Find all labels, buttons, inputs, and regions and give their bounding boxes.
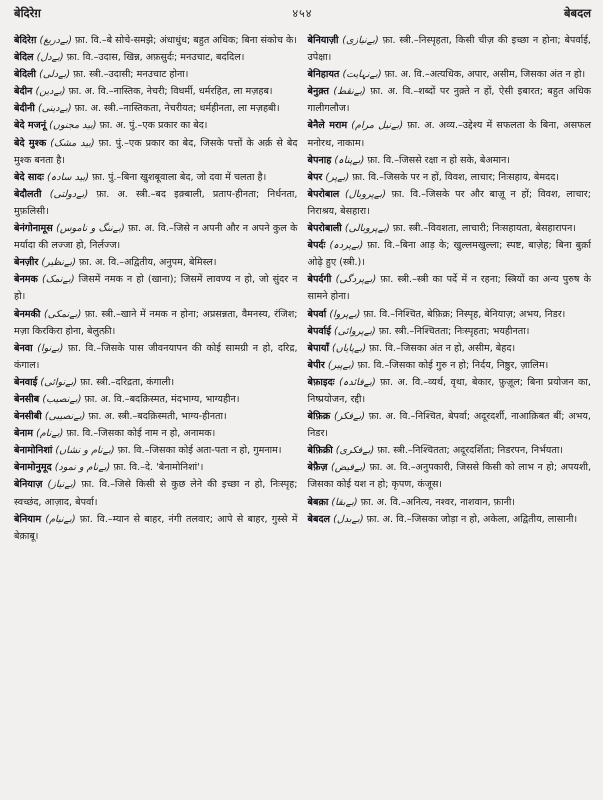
entry-headword: बेनियाज़ — [14, 479, 43, 491]
entry-headword: बेपायाँ — [307, 342, 329, 354]
dictionary-entry — [14, 442, 298, 459]
entry-headword: बेनिहायत — [307, 69, 340, 81]
entry-definition: फ़ा. वि.–जिससे रक्षा न हो सके, बेअमान। — [367, 154, 510, 166]
entry-urdu-spelling: (بےنظیر) — [41, 257, 76, 269]
entry-headword: बेनुक़्त — [307, 86, 329, 98]
entry-definition: फ़ा. अ. वि.–अनुपकारी, जिससे किसी को लाभ न हो; अपयशी, जिसका कोई यश न हो; कृपण, कंजूस। — [307, 462, 591, 491]
dictionary-entry — [308, 494, 592, 511]
entry-definition: फ़ा. अ. वि.–जिसका जोड़ा न हो, अकेला, अद्वितीय, लासानी। — [366, 513, 578, 525]
entry-urdu-spelling: (بےنام و نمود) — [54, 462, 111, 474]
entry-headword: बेफ़ाइदः — [307, 376, 335, 388]
entry-definition: फ़ा. वि.–बिना आड़ के; खुल्लमखुल्ला; स्पष्ट, बाज़ेह; बिना बुर्क़ा ओढ़े हुए (स्त्री.)। — [307, 240, 591, 269]
entry-headword: बेबक़ा — [307, 496, 329, 508]
entry-urdu-spelling: (بےنمکی) — [44, 308, 82, 320]
dictionary-entry — [14, 100, 298, 117]
entry-urdu-spelling: (بےدین) — [35, 86, 66, 98]
entry-definition: फ़ा. अ. स्त्री.–नास्तिकता, नेचरीयत; धर्महीनता, ला मज़हबी। — [74, 103, 280, 115]
entry-definition: फ़ा. वि.–निश्चित, बेफ़िक्र; निस्पृह, बेनियाज़; अभय, निडर। — [363, 308, 566, 320]
page-header — [14, 6, 591, 28]
dictionary-entry — [308, 32, 592, 66]
entry-urdu-spelling: (بےنہایت) — [342, 69, 382, 81]
entry-definition: फ़ा. पुं.–बिना खुशबूवाला बेद, जो दवा में चलता है। — [92, 171, 267, 183]
dictionary-entry — [308, 186, 592, 220]
entry-headword: बेनियाज़ी — [307, 35, 339, 46]
entry-urdu-spelling: (بےدولتی) — [49, 188, 89, 200]
entry-definition: फ़ा. अ. वि.–अत्यधिक, अपार, असीम, जिसका अंत न हो। — [384, 69, 586, 81]
entry-urdu-spelling: (بےپروائی) — [334, 325, 376, 337]
dictionary-entry — [14, 186, 298, 220]
dictionary-entry — [308, 323, 592, 340]
entry-urdu-spelling: (بےپردہ) — [329, 240, 364, 252]
dictionary-entry — [14, 66, 298, 83]
entry-urdu-spelling: (بےنیاز) — [47, 479, 77, 491]
entry-definition: फ़ा. वि.–म्यान से बाहर, नंगी तलवार; आपे से बाहर, गुस्से में बेक़ाबू। — [14, 513, 298, 542]
entry-headword: बेदीन — [14, 86, 33, 98]
dictionary-entry — [14, 340, 298, 374]
entry-definition: फ़ा. अ. स्त्री.–बदक़िस्मती, भाग्य-हीनता। — [88, 411, 227, 423]
entry-headword: बेदिली — [14, 69, 37, 81]
entry-headword: बेदिरेग़ — [14, 35, 37, 46]
entry-headword: बेदे मुश्क — [14, 137, 47, 149]
entry-definition: फ़ा. वि.–बे सोचे-समझे; अंधाधुंध; बहुत अधिक; बिना संकोच के। — [75, 35, 298, 46]
entry-urdu-spelling: (بےپروبالی) — [344, 223, 390, 235]
entry-urdu-spelling: (بےنقط) — [333, 86, 366, 98]
entry-headword: बेनवा — [14, 342, 33, 354]
entry-urdu-spelling: (بےنیل مرام) — [351, 120, 404, 132]
entry-definition: फ़ा. अ. वि.–व्यर्थ, वृथा, बेकार, फ़ुज़ूल; बिना प्रयोजन का, निष्प्रयोजन, रद्दी। — [307, 376, 591, 405]
entry-headword: बेदीनी — [14, 103, 35, 115]
entry-headword: बेनसीब — [14, 393, 40, 405]
dictionary-entry — [308, 340, 592, 357]
entry-headword: बेपरोबाल — [307, 188, 340, 200]
entry-urdu-spelling: (بےنیام) — [45, 513, 76, 525]
entry-headword: बेबदल — [307, 513, 331, 525]
entry-urdu-spelling: (بےپروا) — [329, 308, 361, 320]
entry-headword: बेदे सादः — [14, 171, 44, 183]
entry-urdu-spelling: (بےپردگی) — [335, 274, 377, 286]
entry-headword: बेपर — [307, 171, 323, 183]
dictionary-entry — [308, 117, 592, 151]
entry-definition: फ़ा. वि.–जिसके पर न हों, विवश, लाचार; निःसहाय, बेमदद। — [352, 171, 559, 183]
entry-definition: फ़ा. वि.–जिसका अंत न हो, असीम, बेहद। — [369, 342, 516, 354]
entry-headword: बेनज़ीर — [14, 257, 39, 269]
dictionary-entry — [308, 442, 592, 459]
entry-urdu-spelling: (بےنوا) — [37, 342, 64, 354]
entry-definition: फ़ा. स्त्री.–निस्पृहता, किसी चीज़ की इच्छा न होना; बेपर्वाई, उपेक्षा। — [307, 35, 591, 64]
entry-definition: फ़ा. अ. वि.–नास्तिक, नेचरी; विधर्मी, धर्मरहित, ला मज़हब। — [68, 86, 273, 98]
entry-definition: फ़ा. अ. वि.–बदक़िस्मत, मंदभाग्य, भाग्यहीन। — [84, 393, 240, 405]
entry-definition: फ़ा. वि.–जिसके पास जीवनयापन की कोई सामग्री न हो, दरिद्र, कंगाल। — [14, 342, 298, 371]
entry-definition: जिसमें नमक न हो (खाना); जिसमें लावण्य न हो, जो सुंदर न हो। — [14, 274, 298, 303]
entry-definition: फ़ा. स्त्री.–दरिद्रता, कंगाली। — [80, 376, 175, 388]
dictionary-entry — [14, 169, 298, 186]
dictionary-entry — [308, 152, 592, 169]
entry-definition: फ़ा. स्त्री.–उदासी; मनउचाट होना। — [73, 69, 189, 81]
entry-urdu-spelling: (بےفیض) — [331, 462, 367, 474]
dictionary-entry — [308, 459, 592, 493]
entry-urdu-spelling: (بےپایاں) — [332, 342, 367, 354]
entry-definition: फ़ा. वि.–दे. 'बेनामोनिशां'। — [113, 462, 204, 474]
entry-urdu-spelling: (بےفکر) — [334, 411, 365, 423]
entry-urdu-spelling: (بےدریغ) — [39, 35, 72, 46]
entry-urdu-spelling: (بےدلی) — [39, 69, 71, 81]
entry-urdu-spelling: (بےبدل) — [333, 513, 364, 525]
entry-headword: बेनामोनिशां — [14, 445, 53, 457]
entry-definition: फ़ा. पुं.–एक प्रकार का बेद, जिसके पत्तों के अर्क़ से बेद मुश्क बनता है। — [14, 137, 298, 166]
entry-definition: फ़ा. अ. वि.–जिसे न अपनी और न अपने कुल के मर्यादा की लज्जा हो, निर्लज्ज। — [14, 223, 298, 252]
dictionary-entry — [14, 408, 298, 425]
entry-definition: फ़ा. अ. वि.–शब्दों पर नुक़्ते न हों, ऐसी इबारत; बहुत अधिक गालीगलौज। — [307, 86, 591, 115]
entry-definition: फ़ा. स्त्री.–विवशता, लाचारी; निःसहायता, बेसहारापन। — [392, 223, 576, 235]
dictionary-entry — [14, 32, 298, 49]
dictionary-entry — [14, 271, 298, 305]
left-guide-word: बेदिरेग़ — [14, 6, 41, 20]
entry-headword: बेनवाई — [14, 376, 38, 388]
entry-headword: बेनाम — [14, 428, 34, 440]
entry-headword: बेदौलती — [14, 188, 42, 200]
dictionary-entry — [308, 511, 592, 528]
entry-headword: बेपीर — [307, 359, 325, 371]
entry-urdu-spelling: (بےپناہ) — [334, 154, 365, 166]
entry-headword: बेनसीबी — [14, 411, 42, 423]
entry-urdu-spelling: (بید مشک) — [50, 137, 95, 149]
dictionary-entry — [14, 459, 298, 476]
entry-headword: बेपर्वाई — [307, 325, 331, 337]
entry-headword: बेफ़िक्र — [307, 411, 331, 423]
dictionary-entry — [14, 254, 298, 271]
entry-definition: फ़ा. अ. वि.–अद्वितीय, अनुपम, बेमिस्ल। — [79, 257, 217, 269]
entry-headword: बेफ़ैज़ — [307, 462, 328, 474]
dictionary-entry — [308, 169, 592, 186]
entry-headword: बेनैले मराम — [307, 120, 348, 132]
entry-urdu-spelling: (بےدینی) — [37, 103, 72, 115]
entry-definition: फ़ा. अ. पुं.–एक प्रकार का बेद। — [99, 120, 208, 132]
dictionary-entry — [14, 135, 298, 169]
entry-definition: फ़ा. वि.–जिसके पर और बाज़ू न हों; विवश, लाचार; निराश्रय, बेसहारा। — [307, 188, 591, 217]
entry-urdu-spelling: (بےنصیبی) — [44, 411, 86, 423]
entry-definition: फ़ा. वि.–उदास, खिन्न, अफ़सुर्दः; मनउचाट, बददिल। — [66, 52, 245, 64]
entry-headword: बेदिल — [14, 52, 34, 64]
dictionary-entry — [14, 117, 298, 134]
right-guide-word: बेबदल — [563, 6, 591, 20]
dictionary-entry — [308, 374, 592, 408]
entry-headword: बेनमक — [14, 274, 38, 286]
entry-urdu-spelling: (بےنام) — [36, 428, 64, 440]
dictionary-entry — [308, 306, 592, 323]
dictionary-entry — [308, 220, 592, 237]
entry-headword: बेदे मजनूं — [14, 120, 47, 132]
dictionary-entry — [308, 271, 592, 305]
dictionary-entry — [308, 237, 592, 271]
entry-urdu-spelling: (بےبقا) — [331, 496, 358, 508]
entry-headword: बेपरोबाली — [307, 223, 342, 235]
dictionary-entry — [14, 49, 298, 66]
entry-urdu-spelling: (بےنام و نشاں) — [55, 445, 115, 457]
entry-headword: बेनंगोनामूस — [14, 223, 53, 235]
page-number: ४५४ — [292, 7, 313, 20]
dictionary-entry — [14, 425, 298, 442]
entry-definition: फ़ा. वि.–जिसका कोई अता-पता न हो, गुमनाम। — [117, 445, 282, 457]
entry-definition: फ़ा. अ. वि.–अनित्य, नश्वर, नाशवान, फ़ानी। — [360, 496, 516, 508]
entry-headword: बेपनाह — [307, 154, 332, 166]
entry-urdu-spelling: (بےنمک) — [41, 274, 75, 286]
dictionary-entry — [308, 408, 592, 442]
entry-definition: फ़ा. वि.–जिसका कोई गुरु न हो; निर्दय, निष्ठुर, ज़ालिम। — [357, 359, 549, 371]
entry-headword: बेफ़िक्री — [307, 445, 333, 457]
dictionary-entry — [308, 66, 592, 83]
entry-urdu-spelling: (بےنوائی) — [40, 376, 78, 388]
right-column — [308, 32, 592, 545]
entry-urdu-spelling: (بید سادہ) — [46, 171, 89, 183]
left-column — [14, 32, 298, 545]
dictionary-entry — [308, 357, 592, 374]
entry-urdu-spelling: (بےدل) — [36, 52, 64, 64]
dictionary-entry — [14, 306, 298, 340]
entry-urdu-spelling: (بےپیر) — [327, 359, 355, 371]
entry-headword: बेपर्वा — [307, 308, 327, 320]
dictionary-entry — [14, 220, 298, 254]
dictionary-entry — [14, 374, 298, 391]
entry-definition: फ़ा. स्त्री.–खाने में नमक न होना; अप्रसन्नता, वैमनस्य, रंजिश; मज़ा किरकिरा होना, बेलुत्फ़ी। — [14, 308, 298, 337]
entry-urdu-spelling: (بےننگ و ناموس) — [56, 223, 125, 235]
entry-urdu-spelling: (بید مجنوں) — [49, 120, 97, 132]
entry-headword: बेपर्दः — [307, 240, 326, 252]
entry-definition: फ़ा. वि.–जिसे किसी से कुछ लेने की इच्छा न हो, निःस्पृह; स्वच्छंद, आज़ाद, बेपर्वा। — [14, 479, 298, 508]
entry-headword: बेनामोनुमूद — [14, 462, 52, 474]
entry-urdu-spelling: (بےفکری) — [335, 445, 375, 457]
dictionary-entry — [14, 391, 298, 408]
entry-urdu-spelling: (بےپروبال) — [345, 188, 386, 200]
dictionary-entry — [14, 476, 298, 510]
entry-definition: फ़ा. अ. अव्य.–उद्देश्य में सफलता के बिना, असफल मनोरथ, नाकाम। — [307, 120, 591, 149]
dictionary-entry — [14, 511, 298, 545]
entry-definition: फ़ा. स्त्री.–निश्चितता; अदूरदर्शिता; निडरपन, निर्भयता। — [377, 445, 563, 457]
entry-headword: बेपर्दगी — [307, 274, 332, 286]
entry-definition: फ़ा. स्त्री.–निश्चितता; निःस्पृहता; भयहीनता। — [378, 325, 530, 337]
entry-headword: बेनियाम — [14, 513, 42, 525]
entry-definition: फ़ा. अ. स्त्री.–बद इक़्बाली, प्रताप-हीनता; निर्धनता, मुफ़लिसी। — [14, 188, 298, 217]
entry-headword: बेनमकी — [14, 308, 41, 320]
entry-urdu-spelling: (بےنیازی) — [342, 35, 379, 46]
entry-urdu-spelling: (بےنصیب) — [42, 393, 82, 405]
dictionary-entry — [14, 83, 298, 100]
entry-definition: फ़ा. वि.–जिसका कोई नाम न हो, अनामक। — [66, 428, 216, 440]
entry-urdu-spelling: (بےپر) — [325, 171, 350, 183]
entry-definition: फ़ा. स्त्री.–स्त्री का पर्दे में न रहना; स्त्रियों का अन्य पुरुष के सामने होना। — [307, 274, 591, 303]
dictionary-entry — [308, 83, 592, 117]
entry-urdu-spelling: (بےفائدہ) — [339, 376, 376, 388]
entry-definition: फ़ा. अ. वि.–निश्चित, बेपर्वा; अदूरदर्शी, नाआक़िबत बीं; अभय, निडर। — [307, 411, 591, 440]
